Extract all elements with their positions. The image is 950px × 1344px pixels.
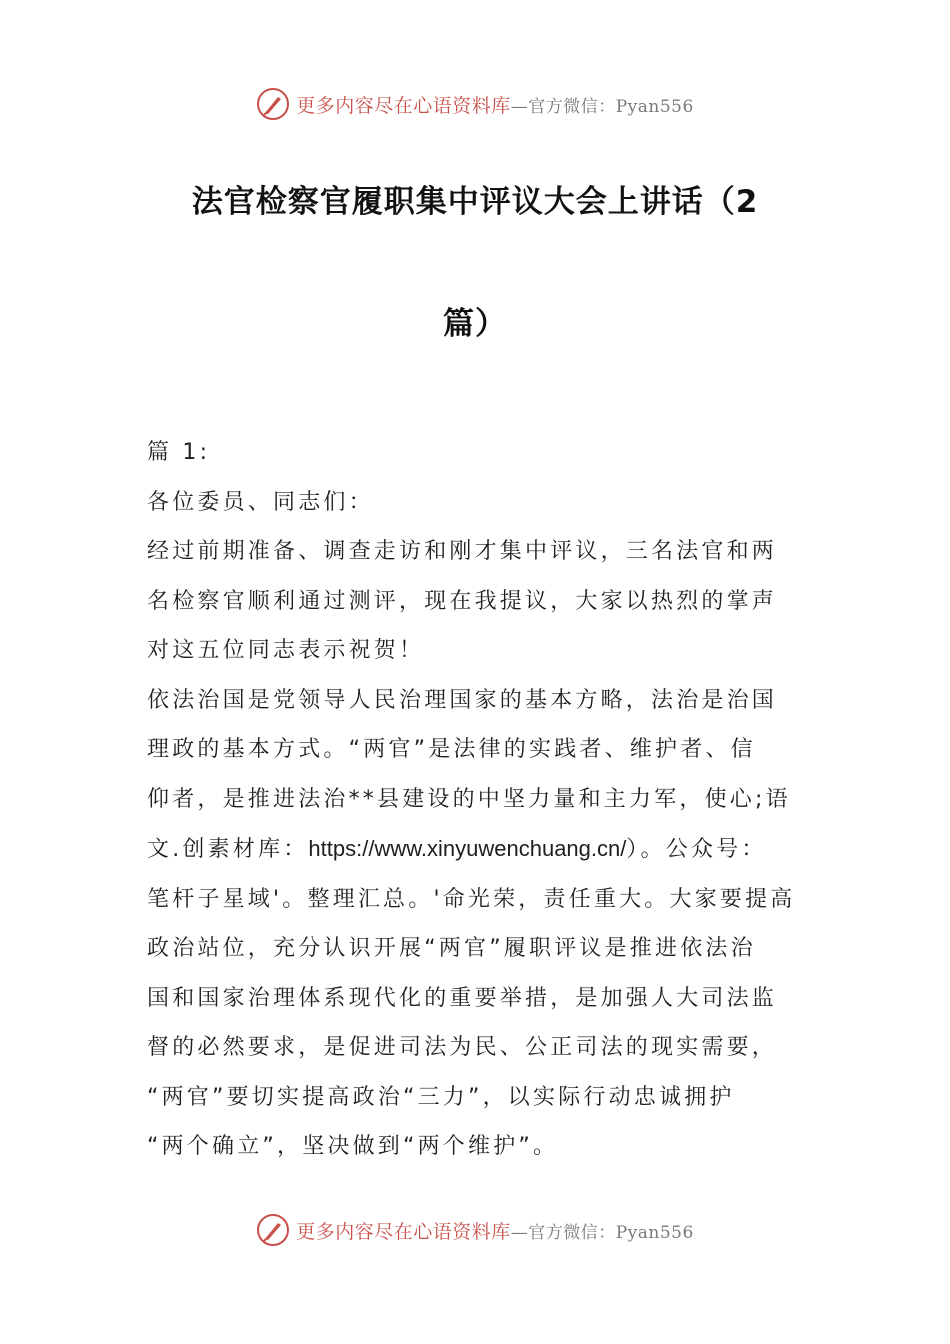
section-label: 篇 1: xyxy=(147,440,211,465)
paragraph-line: “两个确立”，坚决做到“两个维护”。 xyxy=(147,1134,559,1159)
watermark-text: 更多内容尽在心语资料库—官方微信：Pyan556 xyxy=(296,1220,694,1243)
paragraph-line: 名检察官顺利通过测评，现在我提议，大家以热烈的掌声 xyxy=(147,588,778,614)
paragraph-line: 理政的基本方式。“两官”是法律的实践者、维护者、信 xyxy=(147,737,756,762)
paragraph-line-with-link: 文.创素材库：https://www.xinyuwenchuang.cn/）。公众号： xyxy=(147,836,767,862)
document-body xyxy=(147,428,837,1172)
document-title-continued: 篇） xyxy=(443,306,507,342)
paragraph-line: 笔杆子星域'。整理汇总。'命光荣，责任重大。大家要提高 xyxy=(147,886,796,912)
paragraph-line: 依法治国是党领导人民治理国家的基本方略，法治是治国 xyxy=(147,687,778,713)
footer-watermark xyxy=(0,1208,950,1252)
paragraph-line: 经过前期准备、调查走访和刚才集中评议，三名法官和两 xyxy=(147,539,778,564)
watermark-text: 更多内容尽在心语资料库—官方微信：Pyan556 xyxy=(296,94,694,117)
salutation: 各位委员、同志们： xyxy=(147,489,374,515)
document-title: 法官检察官履职集中评议大会上讲话（2 xyxy=(191,184,759,220)
paragraph-line: 仰者，是推进法治**县建设的中坚力量和主力军，使心;语 xyxy=(147,786,791,812)
paragraph-line: “两官”要切实提高政治“三力”，以实际行动忠诚拥护 xyxy=(147,1084,735,1110)
quill-pen-icon xyxy=(256,1213,290,1247)
quill-pen-icon xyxy=(256,87,290,121)
source-url-link[interactable]: https://www.xinyuwenchuang.cn/ xyxy=(308,836,627,861)
paragraph-line: 督的必然要求，是促进司法为民、公正司法的现实需要， xyxy=(147,1035,778,1060)
paragraph-line: 国和国家治理体系现代化的重要举措，是加强人大司法监 xyxy=(147,985,778,1011)
paragraph-line: 政治站位，充分认识开展“两官”履职评议是推进依法治 xyxy=(147,936,756,961)
paragraph-line: 对这五位同志表示祝贺！ xyxy=(147,638,425,663)
header-watermark xyxy=(0,82,950,126)
